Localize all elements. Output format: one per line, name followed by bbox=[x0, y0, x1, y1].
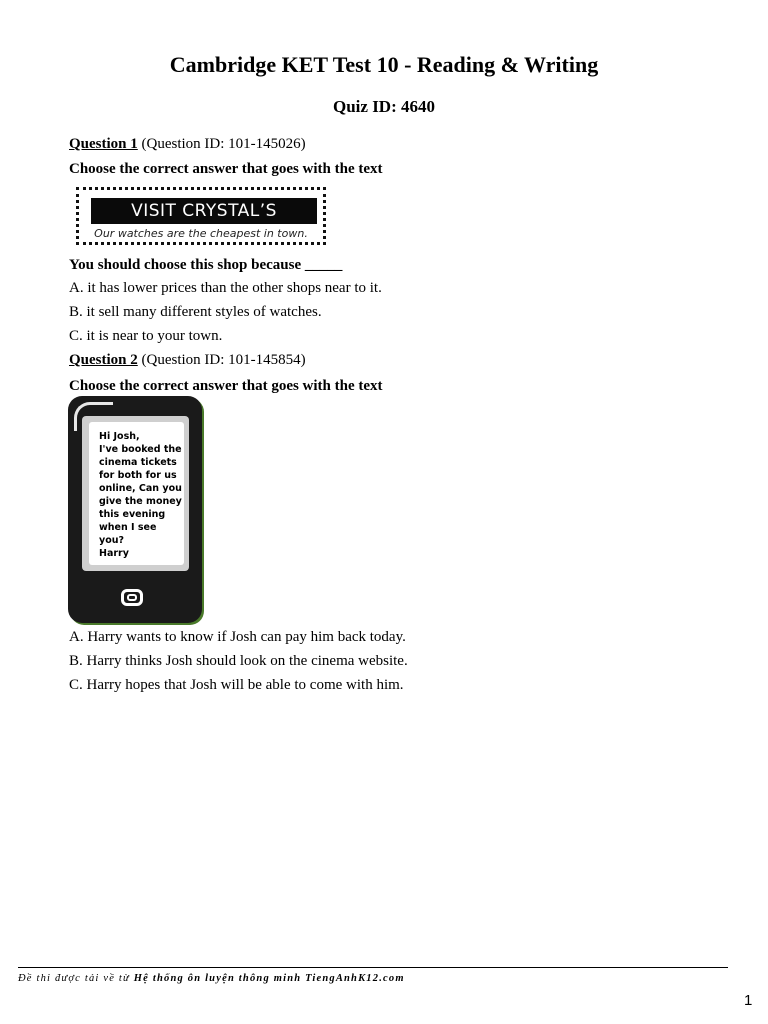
page-number: 1 bbox=[744, 992, 753, 1009]
question-1-label: Question 1 bbox=[69, 136, 138, 152]
question-1-id: (Question ID: 101-145026) bbox=[137, 136, 306, 152]
sign-banner: VISIT CRYSTAL’S bbox=[91, 198, 317, 224]
question-1-option-b: B. it sell many different styles of watches. bbox=[69, 304, 322, 320]
question-1-stem: You should choose this shop because _____ bbox=[69, 257, 343, 273]
footer-site-link[interactable]: Hệ thống ôn luyện thông minh TiengAnhK12.com bbox=[133, 973, 405, 984]
message-line: cinema tickets bbox=[99, 457, 177, 468]
question-2-option-b: B. Harry thinks Josh should look on the cinema website. bbox=[69, 653, 408, 669]
document-title: Cambridge KET Test 10 - Reading & Writing bbox=[169, 52, 599, 77]
sign-tagline: Our watches are the cheapest in town. bbox=[94, 227, 308, 240]
message-line: this evening bbox=[99, 509, 166, 520]
message-line: online, Can you bbox=[99, 483, 182, 494]
question-1-option-c: C. it is near to your town. bbox=[69, 328, 223, 344]
message-line: I've booked the bbox=[99, 444, 182, 455]
crystals-sign bbox=[76, 187, 326, 245]
footer-prefix: Đề thi được tải về từ bbox=[18, 973, 134, 984]
text-message bbox=[99, 430, 182, 560]
question-2-id: (Question ID: 101-145854) bbox=[137, 352, 306, 368]
question-2-label: Question 2 bbox=[69, 352, 138, 368]
question-2-option-a: A. Harry wants to know if Josh can pay him back today. bbox=[69, 629, 406, 645]
footer-rule bbox=[18, 967, 728, 968]
quiz-id: Quiz ID: 4640 bbox=[333, 97, 435, 116]
message-line: when I see bbox=[99, 522, 157, 533]
message-line: Harry bbox=[99, 548, 129, 559]
question-1-header bbox=[69, 136, 306, 153]
question-2-option-c: C. Harry hopes that Josh will be able to come with him. bbox=[69, 677, 404, 693]
phone-home-button-inner bbox=[127, 594, 137, 601]
footer-text bbox=[18, 973, 405, 984]
question-1-option-a: A. it has lower prices than the other shops near to it. bbox=[69, 280, 382, 296]
message-line: give the money bbox=[99, 496, 182, 507]
message-line: for both for us bbox=[99, 470, 177, 481]
phone-home-button bbox=[121, 589, 143, 606]
message-line: Hi Josh, bbox=[99, 431, 140, 442]
question-1-instruction: Choose the correct answer that goes with the text bbox=[69, 161, 383, 177]
question-2-header bbox=[69, 352, 306, 369]
question-2-instruction: Choose the correct answer that goes with the text bbox=[69, 378, 383, 394]
message-line: you? bbox=[99, 535, 124, 546]
